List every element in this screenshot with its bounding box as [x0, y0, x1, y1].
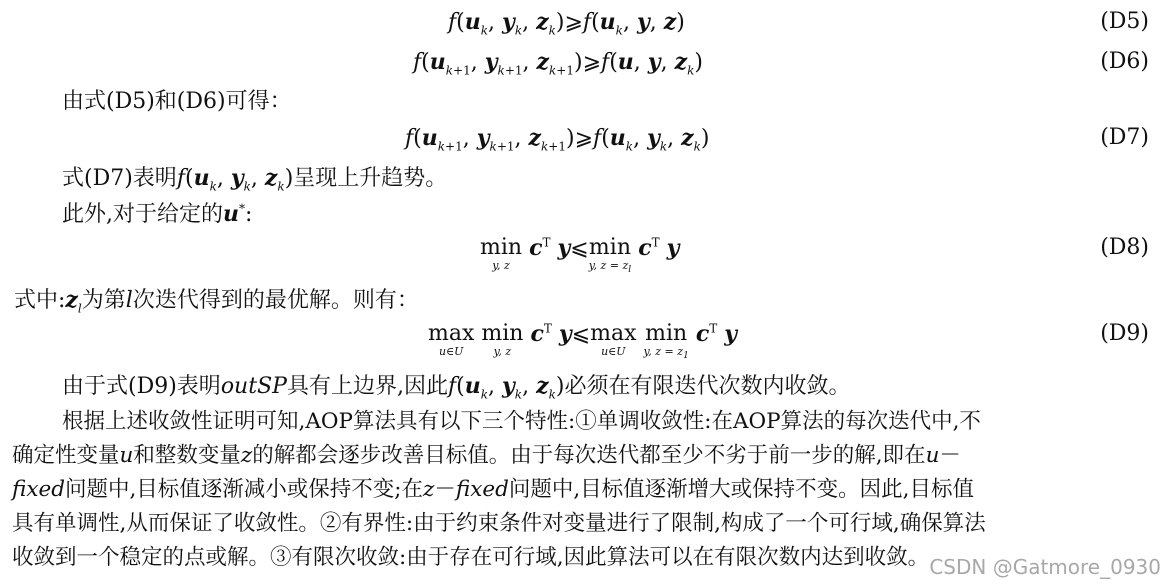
paragraph-line-3: [12, 476, 1159, 504]
paragraph-2d: －: [939, 443, 961, 468]
equation-d8: min y, z $c^T$ y⩽ min y, $z = z_l$ $c^T$ y: [480, 235, 680, 276]
equation-number-d5: (D5): [1100, 9, 1149, 34]
text-d9-outsp: outSP: [220, 374, 287, 399]
text-moreover: 此外,对于给定的u*:: [62, 201, 253, 227]
paragraph-3d: 问题中,目标值逐渐增大或保持不变。因此,目标值: [508, 477, 975, 502]
text-moreover-label: 此外,对于给定的: [62, 202, 223, 227]
text-d7-shows-suffix: 呈现上升趋势。: [293, 166, 448, 191]
equation-d7: $f(u_{k+1}$, $y_{k+1}$, $z_{k+1})⩾f(u_k$, $y_k$, $z_k$): [405, 125, 710, 154]
text-where-l: l: [125, 288, 133, 313]
text-where-rest: 次迭代得到的最优解。则有：: [132, 288, 419, 313]
equation-number-d7: (D7): [1100, 125, 1149, 150]
equation-number-d6: (D6): [1100, 49, 1149, 74]
paragraph-2b: 和整数变量: [133, 443, 241, 468]
paragraph-line-1-text: 根据上述收敛性证明可知,AOP算法具有以下三个特性:①单调收敛性:在AOP算法的每次迭代中,不: [62, 409, 981, 434]
equation-number-d8: (D8): [1100, 235, 1149, 260]
paragraph-line-4-text: 具有单调性,从而保证了收敛性。②有界性:由于约束条件对变量进行了限制,构成了一个可行域,确保算法: [12, 511, 986, 536]
equation-d5: $f(u_k$, $y_k$, $z_k)⩾f(u_k$, y, z): [448, 9, 685, 38]
paragraph-3b: 问题中,目标值逐渐减小或保持不变;在: [64, 477, 424, 502]
paragraph-2c: 的解都会逐步改善目标值。由于每次迭代都至少不劣于前一步的解,即在: [252, 443, 926, 468]
paragraph-line-4: [12, 510, 1159, 538]
paragraph-3a: fixed: [12, 477, 65, 502]
text-d9-prefix: 由于式(D9)表明: [62, 374, 221, 399]
equation-number-d9: (D9): [1100, 321, 1149, 346]
equation-d9: max u∈U min y, z $c^T$ y⩽ max u∈U min y, $z = z_1$ $c^T$ y: [428, 321, 738, 362]
paragraph-2-z: z: [240, 443, 253, 468]
text-d7-shows-prefix: 式(D7)表明: [62, 166, 177, 191]
text-d7-shows: 式(D7)表明$f(u_k$, $y_k$, $z_k$)呈现上升趋势。: [62, 165, 448, 194]
text-d9-bound: 由于式(D9)表明outSP具有上边界,因此$f(u_k$, $y_k$, $z_k$)必须在有限迭代次数内收敛。: [62, 373, 851, 402]
paragraph-2-u2: u: [925, 443, 940, 468]
text-where: 式中$:z_l$为第l次迭代得到的最优解。则有：: [14, 287, 419, 316]
paragraph-3-z: z: [423, 477, 435, 502]
paragraph-3c: －: [434, 477, 456, 502]
text-where-prefix: 式中:: [14, 288, 66, 313]
text-from-d5-d6: 由式(D5)和(D6)可得：: [62, 89, 292, 114]
equation-d6: $f(u_{k+1}$, $y_{k+1}$, $z_{k+1})⩾f(u$, y, $z_k$): [413, 49, 703, 78]
text-d9-mid: 具有上边界,因此: [286, 374, 448, 399]
paragraph-line-2: [12, 442, 1159, 470]
paragraph-line-5-text: 收敛到一个稳定的点或解。③有限次收敛:由于存在可行域,因此算法可以在有限次数内达到收敛。: [12, 545, 930, 570]
paragraph-2-u: u: [119, 443, 134, 468]
paragraph-3-fixed: fixed: [455, 477, 509, 502]
watermark: CSDN @Gatmore_0930: [929, 555, 1161, 579]
text-where-suffix: 为第: [81, 288, 126, 313]
text-d9-suffix: 必须在有限迭代次数内收敛。: [564, 374, 851, 399]
paragraph-2a: 确定性变量: [12, 443, 120, 468]
paragraph-line-1: [62, 408, 1159, 436]
